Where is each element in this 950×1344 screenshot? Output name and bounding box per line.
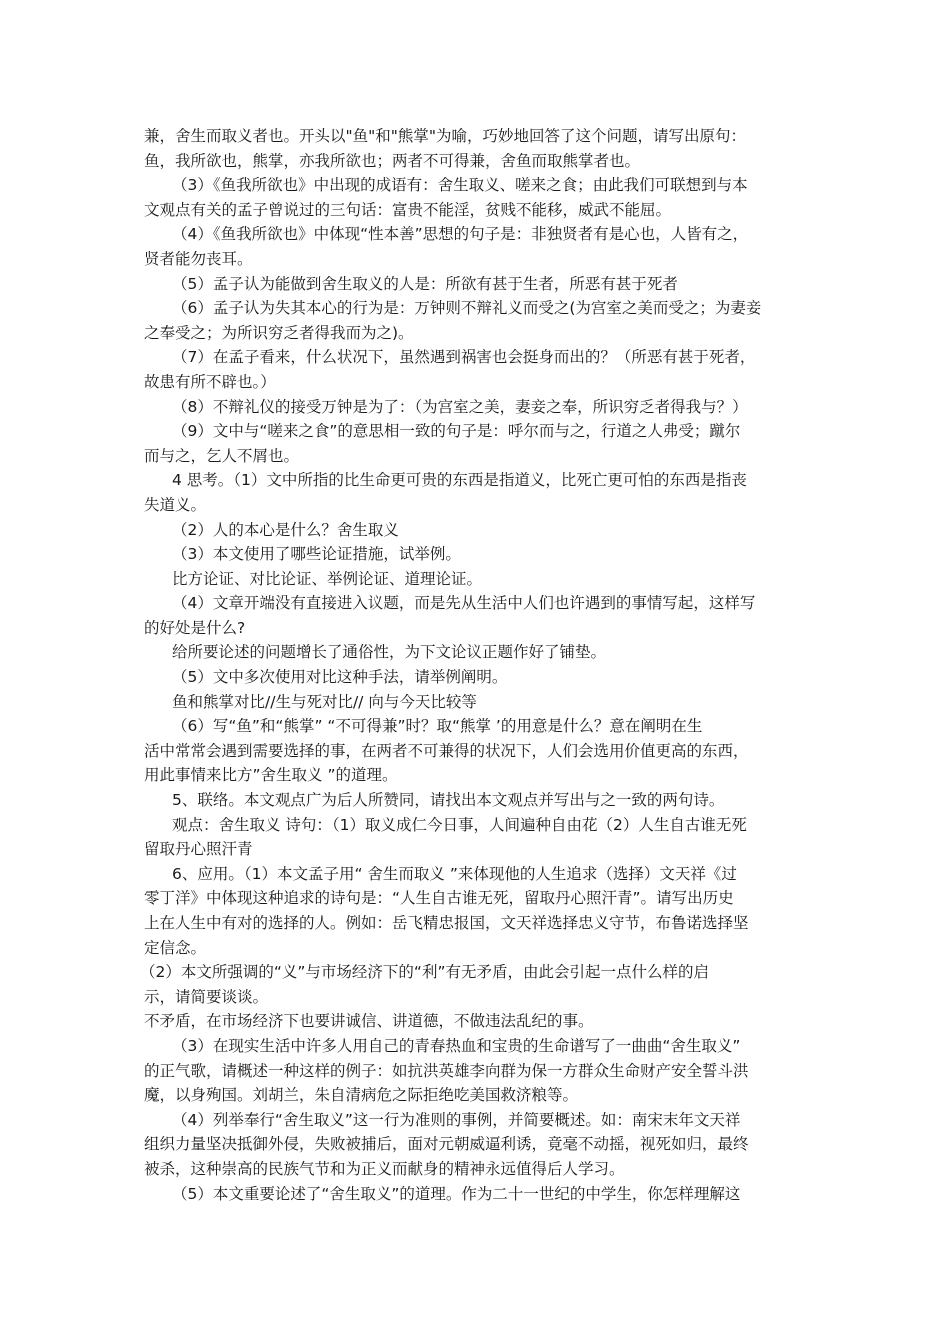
text-line: 5、联络。本文观点广为后人所赞同，请找出本文观点并写出与之一致的两句诗。: [172, 791, 725, 810]
text-line: 的好处是什么?: [144, 618, 246, 637]
text-line: 用此事情来比方”舍生取义 ”的道理。: [144, 766, 398, 785]
text-line: 活中常常会遇到需要选择的事，在两者不可兼得的状况下，人们会选用价值更高的东西，: [144, 741, 749, 760]
text-line: 组织力量坚决抵御外侵，失败被捕后，面对元朝威逼利诱，竟毫不动摇，视死如归，最终: [144, 1135, 749, 1154]
text-line: （2）人的本心是什么？舍生取义: [172, 520, 399, 539]
text-line: （5）本文重要论述了“舍生取义”的道理。作为二十一世纪的中学生，你怎样理解这: [172, 1184, 741, 1203]
text-line: （4）列举奉行“舍生取义”这一行为准则的事例，并简要概述。如：南宋末年文天祥: [172, 1110, 741, 1129]
text-line: 的正气歌，请概述一种这样的例子：如抗洪英雄李向群为保一方群众生命财产安全誓斗洪: [144, 1061, 749, 1080]
text-line: 4 思考。（1）文中所指的比生命更可贵的东西是指道义，比死亡更可怕的东西是指丧: [172, 471, 747, 490]
text-line: 上在人生中有对的选择的人。例如：岳飞精忠报国，文天祥选择忠义守节，布鲁诺选择坚: [144, 914, 749, 932]
text-line: 鱼，我所欲也，熊掌，亦我所欲也；两者不可得兼，舍鱼而取熊掌者也。: [144, 151, 641, 170]
document-body: [140, 124, 816, 1206]
text-line: 6、应用。（1）本文孟子用“ 舍生而取义 ”来体现他的人生追求（选择）文天祥《过: [172, 864, 737, 883]
text-line: 不矛盾，在市场经济下也要讲诚信、讲道德，不做违法乱纪的事。: [144, 1012, 594, 1031]
text-line: 零丁洋》中体现这种追求的诗句是：“人生自古谁无死，留取丹心照汗青”。请写出历史: [144, 889, 734, 908]
text-line: （5）孟子认为能做到舍生取义的人是：所欲有甚于生者，所恶有甚于死者: [172, 274, 678, 293]
text-line: 文观点有关的孟子曾说过的三句话：富贵不能淫，贫贱不能移，威武不能屈。: [144, 200, 672, 219]
text-line: （2）本文所强调的“义”与市场经济下的“利”有无矛盾，由此会引起一点什么样的启: [140, 963, 709, 982]
text-line: （5）文中多次使用对比这种手法，请举例阐明。: [172, 668, 508, 687]
text-line: 比方论证、对比论证、举例论证、道理论证。: [172, 569, 483, 588]
text-line: （3）本文使用了哪些论证措施，试举例。: [172, 545, 461, 564]
text-line: 给所要论述的问题增长了通俗性，为下文论议正题作好了铺垫。: [172, 643, 607, 662]
text-line: （6）孟子认为失其本心的行为是：万钟则不辩礼义而受之(为宫室之美而受之；为妻妾: [172, 299, 762, 318]
text-line: 故患有所不辟也。）: [144, 372, 276, 391]
text-line: 失道义。: [144, 495, 207, 514]
text-line: （3）《鱼我所欲也》中出现的成语有：舍生取义、嗟来之食；由此我们可联想到与本: [172, 176, 748, 195]
text-line: 而与之，乞人不屑也。: [144, 446, 300, 465]
text-line: 示，请简要谈谈。: [144, 987, 269, 1006]
text-line: （8）不辩礼仪的接受万钟是为了：（为宫室之美，妻妾之奉，所识穷乏者得我与？）: [172, 397, 748, 416]
text-line: （6）写“鱼”和“熊掌” “不可得兼”时？取“熊掌 ’的用意是什么？意在阐明在生: [172, 717, 703, 736]
text-line: 留取丹心照汗青: [144, 840, 253, 859]
text-line: （7）在孟子看来，什么状况下，虽然遇到祸害也会挺身而出的？（所恶有甚于死者，: [172, 348, 756, 367]
text-line: 被杀，这种崇高的民族气节和为正义而献身的精神永远值得后人学习。: [144, 1159, 625, 1178]
text-line: 观点：舍生取义 诗句：（1）取义成仁今日事，人间遍种自由花（2）人生自古谁无死: [172, 815, 747, 834]
text-line: （4）文章开端没有直接进入议题，而是先从生活中人们也许遇到的事情写起，这样写: [172, 594, 756, 613]
text-line: （4）《鱼我所欲也》中体现“性本善”思想的句子是：非独贤者有是心也，人皆有之，: [172, 225, 749, 244]
text-line: 魔，以身殉国。刘胡兰，朱自清病危之际拒绝吃美国救济粮等。: [144, 1086, 579, 1105]
text-line: 鱼和熊掌对比//生与死对比// 向与今天比较等: [172, 692, 477, 711]
text-line: 兼，舍生而取义者也。开头以"鱼"和"熊掌"为喻，巧妙地回答了这个问题，请写出原句：: [144, 127, 747, 145]
text-line: （3）在现实生活中许多人用自己的青春热血和宝贵的生命谱写了一曲曲“舍生取义”: [172, 1036, 741, 1055]
text-line: 之奉受之；为所识穷乏者得我而为之)。: [144, 323, 414, 342]
text-line: 贤者能勿丧耳。: [144, 249, 253, 268]
text-line: （9）文中与“嗟来之食”的意思相一致的句子是：呼尔而与之，行道之人弗受；蹴尔: [172, 422, 741, 441]
text-line: 定信念。: [144, 938, 207, 957]
